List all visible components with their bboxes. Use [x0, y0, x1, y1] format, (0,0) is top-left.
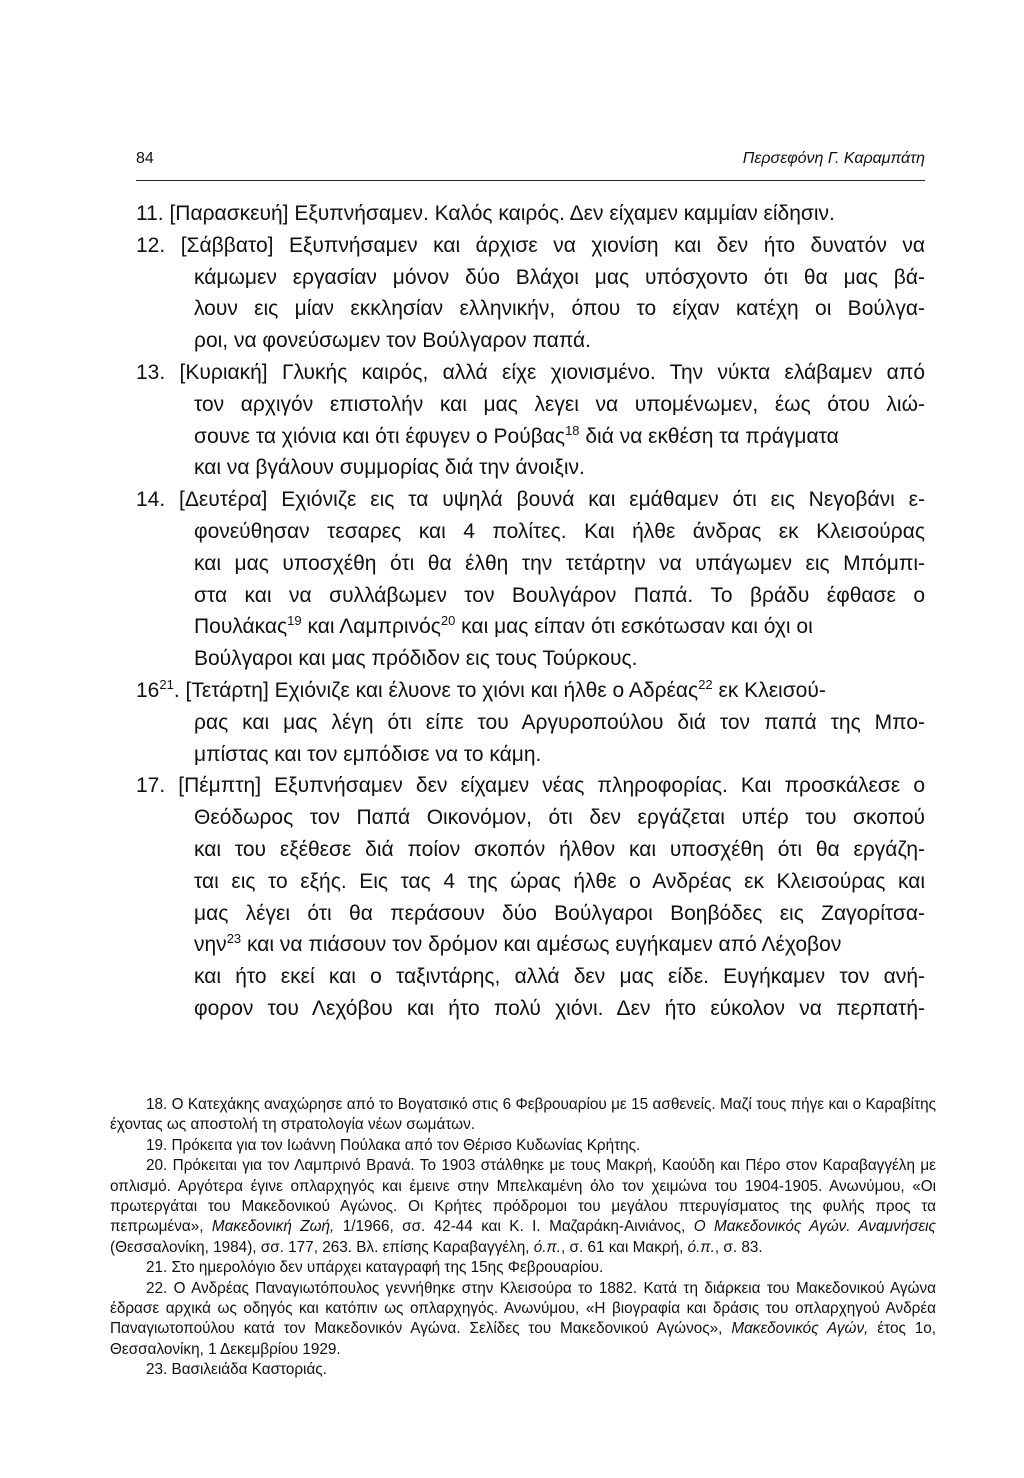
footnote-19: 19. Πρόκειτα για τον Ιωάννη Πούλακα από τον Θέρισο Κυδωνίας Κρήτης. [146, 1136, 641, 1154]
footnote-20: 20. Πρόκειται για τον Λαμπρινό Βρανά. Το 1903 στάλθηκε με τους Μακρή, Καούδη και Πέρο στον Καραβαγγέλη με οπλισμό. Αργότερα έγινε οπλαρχηγός και έμεινε στην Μπελκαμένη όλο τον χειμώνα του 1904-1905. Ανωνύμου, «Οι πρωτεργάται του Μακεδονικού Αγώνος. Οι Κρήτες πρόδρομοι του μεγάλου πτερυγίσματος της φυλής προς τα πεπρωμένα», Μακεδονική Ζωή, 1/1966, σσ. 42-44 και Κ. Ι. Μαζαράκη-Αινιάνος, Ο Μακεδονικός Αγών. Αναμνήσεις (Θεσσαλονίκη, 1984), σσ. 177, 263. Βλ. επίσης Καραβαγγέλη, ό.π., σ. 61 και Μακρή, ό.π., σ. 83. [110, 1157, 936, 1256]
text-line: νην$^{23}$ και να πιάσουν τον δρόμον και αμέσως ευγήκαμεν από Λέχοβον [194, 931, 842, 957]
text-line: και ήτο εκεί και ο ταξιντάρης, αλλά δεν μας είδε. Ευγήκαμεν τον ανή- [194, 965, 925, 989]
page-number: 84 [136, 150, 154, 167]
text-line: ται εις το εξής. Εις τας 4 της ώρας ήλθε ο Ανδρέας εκ Κλεισούρας και [194, 869, 925, 893]
text-line: και του εξέθεσε διά ποίον σκοπόν ήλθον και υποσχέθη ότι θα εργάζη- [194, 837, 925, 861]
footnote-ref: 22 [698, 676, 713, 692]
footnote-21: 21. Στο ημερολόγιο δεν υπάρχει καταγραφή της 15ης Φεβρουαρίου. [146, 1259, 604, 1277]
text-line: Πουλάκας$^{19}$ και Λαμπρινός$^{20}$ και μας είπαν ότι εσκότωσαν και όχι οι [194, 613, 813, 639]
text-line: φορον του Λεχόβου και ήτο πολύ χιόνι. Δεν ήτο εύκολον να περπατή- [194, 996, 925, 1020]
text-line: μας λέγει ότι θα περάσουν δύο Βούλγαροι Βοηβόδες εις Ζαγορίτσα- [194, 901, 925, 925]
footnote-18: 18. Ο Κατεχάκης αναχώρησε από το Βογατσικό στις 6 Φεβρουαρίου με 15 ασθενείς. Μαζί τους πήγε και ο Καραβίτης έχοντας ως αποστολή τη στρατολογία νέων σωμάτων. [110, 1096, 936, 1134]
text-line: Βούλγαροι και μας πρόδιδον εις τους Τούρκους. [194, 647, 638, 671]
text-line: και μας υποσχέθη ότι θα έλθη την τετάρτην να υπάγωμεν εις Μπόμπι- [194, 551, 925, 575]
text-line: φονεύθησαν τεσαρες και 4 πολίτες. Και ήλθε άνδρας εκ Κλεισούρας [194, 519, 925, 543]
text-line: κάμωμεν εργασίαν μόνον δύο Βλάχοι μας υπόσχοντο ότι θα μας βά- [194, 265, 925, 289]
footnote-ref: 20 [440, 613, 456, 629]
footnotes [110, 1095, 936, 1381]
footnote-22: 22. Ο Ανδρέας Παναγιωτόπουλος γεννήθηκε στην Κλεισούρα το 1882. Κατά τη διάρκεια του Μακεδονικού Αγώνα έδρασε αρχικά ως οδηγός και κατόπιν ως οπλαρχηγός. Ανωνύμου, «Η βιογραφία και δράσις του οπλαρχηγού Ανδρέα Παναγιωτοπούλου κατά τον Μακεδονικόν Αγώνα. Σελίδες του Μακεδονικού Αγώνος», Μακεδονικός Αγών, έτος 1ο, Θεσσαλονίκη, 1 Δεκεμβρίου 1929. [110, 1279, 937, 1358]
footnote-23: 23. Βασιλειάδα Καστοριάς. [146, 1361, 327, 1379]
page-header [136, 150, 925, 181]
text-line: και να βγάλουν συμμορίας διά την άνοιξιν. [194, 456, 585, 480]
footnote-ref: 19 [287, 613, 302, 629]
text-line: 13. [Κυριακή] Γλυκής καιρός, αλλά είχε χιονισμένο. Την νύκτα ελάβαμεν από [136, 360, 925, 384]
text-line: ροι, να φονεύσωμεν τον Βούλγαρον παπά. [194, 329, 592, 353]
text-line: μπίστας και τον εμπόδισε να το κάμη. [194, 742, 542, 766]
text-line: ρας και μας λέγη ότι είπε του Αργυροπούλου διά τον παπά της Μπο- [194, 710, 925, 734]
text-line: τον αρχιγόν επιστολήν και μας λεγει να υπομένωμεν, έως ότου λιώ- [194, 392, 925, 416]
running-head: Περσεφόνη Γ. Καραμπάτη [742, 150, 925, 167]
text-line: στα και να συλλάβωμεν τον Βουλγάρον Παπά. Το βράδυ έφθασε ο [194, 583, 925, 607]
text-line: 17. [Πέμπτη] Εξυπνήσαμεν δεν είχαμεν νέας πληροφορίας. Και προσκάλεσε ο [136, 774, 925, 798]
text-line: 12. [Σάββατο] Εξυπνήσαμεν και άρχισε να χιονίση και δεν ήτο δυνατόν να [136, 233, 925, 257]
text-line: Θεόδωρος τον Παπά Οικονόμον, ότι δεν εργάζεται υπέρ του σκοπού [194, 806, 925, 830]
footnote-ref: 18 [565, 422, 580, 438]
text-line: σουνε τα χιόνια και ότι έφυγεν ο Ρούβας$^{18}$ διά να εκθέση τα πράγματα [194, 422, 839, 448]
text-line: 11. [Παρασκευή] Εξυπνήσαμεν. Καλός καιρός. Δεν είχαμεν καμμίαν είδησιν. [136, 202, 835, 225]
footnote-ref: 21 [159, 676, 174, 692]
footnote-ref: 23 [226, 931, 242, 947]
text-line: λουν εις μίαν εκκλησίαν ελληνικήν, όπου το είχαν κατέχη οι Βούλγα- [194, 297, 925, 321]
text-line: 14. [Δευτέρα] Εχιόνιζε εις τα υψηλά βουνά και εμάθαμεν ότι εις Νεγοβάνι ε- [136, 488, 925, 512]
main-text [136, 198, 925, 1025]
text-line: $16^{21}$. [Τετάρτη] Εχιόνιζε και έλυονε το χιόνι και ήλθε ο Αδρέας$^{22}$ εκ Κλεισού- [136, 676, 826, 702]
